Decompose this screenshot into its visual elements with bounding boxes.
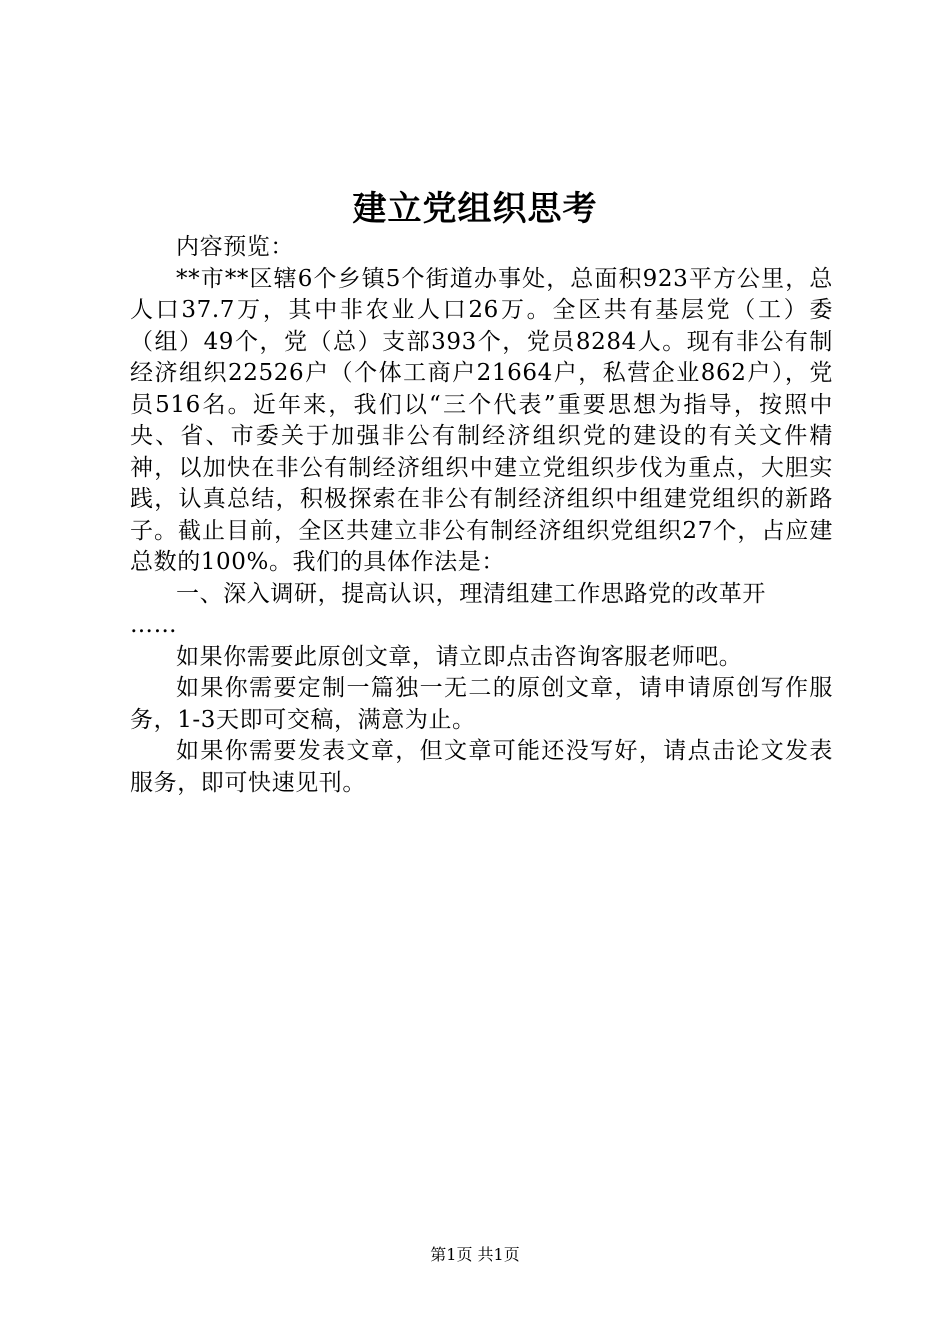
promo-custom-link[interactable]: 如果你需要定制一篇独一无二的原创文章，请申请原创写作服务，1-3天即可交稿，满意为止。 xyxy=(130,675,833,733)
page-footer: 第1页 共1页 xyxy=(430,1245,520,1264)
document-title: 建立党组织思考 xyxy=(352,189,598,229)
promo-publish-link[interactable]: 如果你需要发表文章，但文章可能还没写好，请点击论文发表服务，即可快速见刊。 xyxy=(130,738,833,796)
preview-label: 内容预览： xyxy=(176,234,294,260)
summary-paragraph: **市**区辖6个乡镇5个街道办事处，总面积923平方公里，总人口37.7万，其中非农业人口26万。全区共有基层党（工）委（组）49个，党（总）支部393个，党员8284人。现有非公有制经济组织22526户（个体工商户21664户，私营企业862户），党员516名。近年来，我们以“三个代表”重要思想为指导，按照中央、省、市委关于加强非公有制经济组织党的建设的有关文件精神，以加快在非公有制经济组织中建立党组织步伐为重点，大胆实践，认真总结，积极探索在非公有制经济组织中组建党组织的新路子。截止目前，全区共建立非公有制经济组织党组织27个，占应建总数的100%。我们的具体作法是： xyxy=(130,265,833,575)
section-one-heading: 一、深入调研，提高认识，理清组建工作思路党的改革开 xyxy=(176,580,766,607)
document-body xyxy=(130,232,833,799)
ellipsis: …… xyxy=(130,612,178,638)
promo-consult-link[interactable]: 如果你需要此原创文章，请立即点击咨询客服老师吧。 xyxy=(176,643,743,670)
